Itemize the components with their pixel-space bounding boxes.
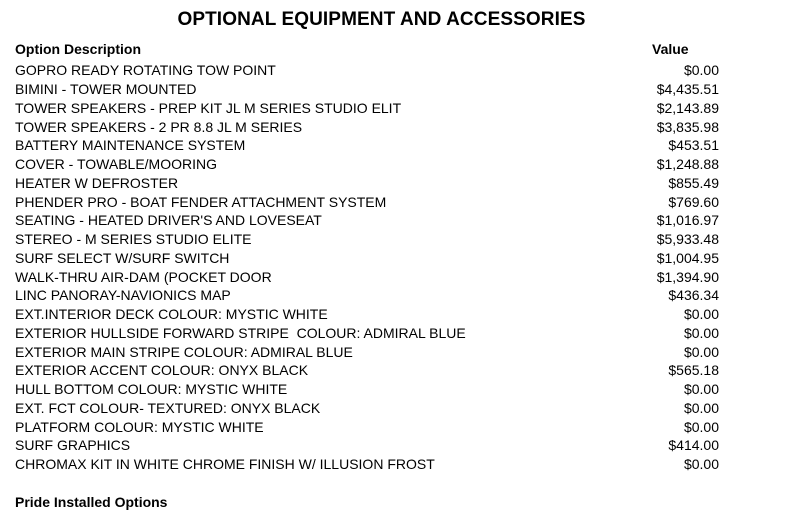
table-row — [15, 417, 719, 436]
option-description: LINC PANORAY-NAVIONICS MAP — [15, 287, 231, 304]
table-row — [15, 230, 719, 249]
option-description: EXTERIOR MAIN STRIPE COLOUR: ADMIRAL BLUE — [15, 343, 353, 360]
table-row — [15, 155, 719, 174]
option-description: PHENDER PRO - BOAT FENDER ATTACHMENT SYSTEM — [15, 193, 387, 210]
options-list — [15, 61, 719, 474]
table-row — [15, 342, 719, 361]
table-row — [15, 174, 719, 193]
table-row — [15, 267, 719, 286]
table-row — [15, 80, 719, 99]
option-description: SEATING - HEATED DRIVER'S AND LOVESEAT — [15, 212, 322, 229]
table-row — [15, 455, 719, 474]
table-row — [15, 380, 719, 399]
column-header-value: Value — [652, 41, 689, 57]
table-row — [15, 305, 719, 324]
option-description: SURF SELECT W/SURF SWITCH — [15, 249, 230, 266]
table-row — [15, 117, 719, 136]
section-heading-installed-options: Pride Installed Options — [15, 494, 168, 510]
option-description: WALK-THRU AIR-DAM (POCKET DOOR — [15, 268, 272, 285]
option-value: $414.00 — [668, 437, 719, 454]
option-value: $0.00 — [683, 399, 719, 416]
option-value: $1,016.97 — [656, 212, 719, 229]
option-description: BIMINI - TOWER MOUNTED — [15, 81, 197, 98]
table-row — [15, 361, 719, 380]
option-value: $453.51 — [668, 137, 719, 154]
option-value: $769.60 — [668, 193, 719, 210]
option-description: SURF GRAPHICS — [15, 437, 131, 454]
option-value: $1,394.90 — [656, 268, 719, 285]
option-description: HEATER W DEFROSTER — [15, 174, 179, 191]
option-value: $1,248.88 — [656, 156, 719, 173]
option-value: $0.00 — [683, 306, 719, 323]
table-row — [15, 249, 719, 268]
table-row — [15, 286, 719, 305]
table-row — [15, 192, 719, 211]
option-value: $5,933.48 — [656, 231, 719, 248]
option-value: $565.18 — [668, 362, 719, 379]
option-value: $436.34 — [668, 287, 719, 304]
option-description: GOPRO READY ROTATING TOW POINT — [15, 62, 276, 79]
option-value: $3,835.98 — [656, 118, 719, 135]
option-value: $0.00 — [683, 62, 719, 79]
option-value: $0.00 — [683, 343, 719, 360]
option-description: EXT.INTERIOR DECK COLOUR: MYSTIC WHITE — [15, 306, 328, 323]
table-row — [15, 61, 719, 80]
option-value: $0.00 — [683, 324, 719, 341]
option-value: $1,004.95 — [656, 249, 719, 266]
option-value: $855.49 — [668, 174, 719, 191]
option-value: $0.00 — [683, 456, 719, 473]
option-value: $2,143.89 — [656, 99, 719, 116]
table-row — [15, 99, 719, 118]
table-row — [15, 436, 719, 455]
option-description: EXTERIOR ACCENT COLOUR: ONYX BLACK — [15, 362, 309, 379]
table-row — [15, 211, 719, 230]
option-description: EXT. FCT COLOUR- TEXTURED: ONYX BLACK — [15, 399, 321, 416]
table-row — [15, 136, 719, 155]
option-description: HULL BOTTOM COLOUR: MYSTIC WHITE — [15, 381, 288, 398]
table-row — [15, 399, 719, 418]
option-value: $4,435.51 — [656, 81, 719, 98]
option-value: $0.00 — [683, 418, 719, 435]
option-description: EXTERIOR HULLSIDE FORWARD STRIPE COLOUR: ADMIRAL BLUE — [15, 324, 466, 341]
page-title: OPTIONAL EQUIPMENT AND ACCESSORIES — [177, 9, 586, 30]
option-value: $0.00 — [683, 381, 719, 398]
option-description: TOWER SPEAKERS - PREP KIT JL M SERIES STUDIO ELIT — [15, 99, 402, 116]
option-description: TOWER SPEAKERS - 2 PR 8.8 JL M SERIES — [15, 118, 303, 135]
option-description: CHROMAX KIT IN WHITE CHROME FINISH W/ ILLUSION FROST — [15, 456, 435, 473]
option-description: BATTERY MAINTENANCE SYSTEM — [15, 137, 246, 154]
option-description: COVER - TOWABLE/MOORING — [15, 156, 217, 173]
column-header-description: Option Description — [15, 41, 141, 57]
table-row — [15, 324, 719, 343]
option-description: STEREO - M SERIES STUDIO ELITE — [15, 231, 252, 248]
option-description: PLATFORM COLOUR: MYSTIC WHITE — [15, 418, 264, 435]
